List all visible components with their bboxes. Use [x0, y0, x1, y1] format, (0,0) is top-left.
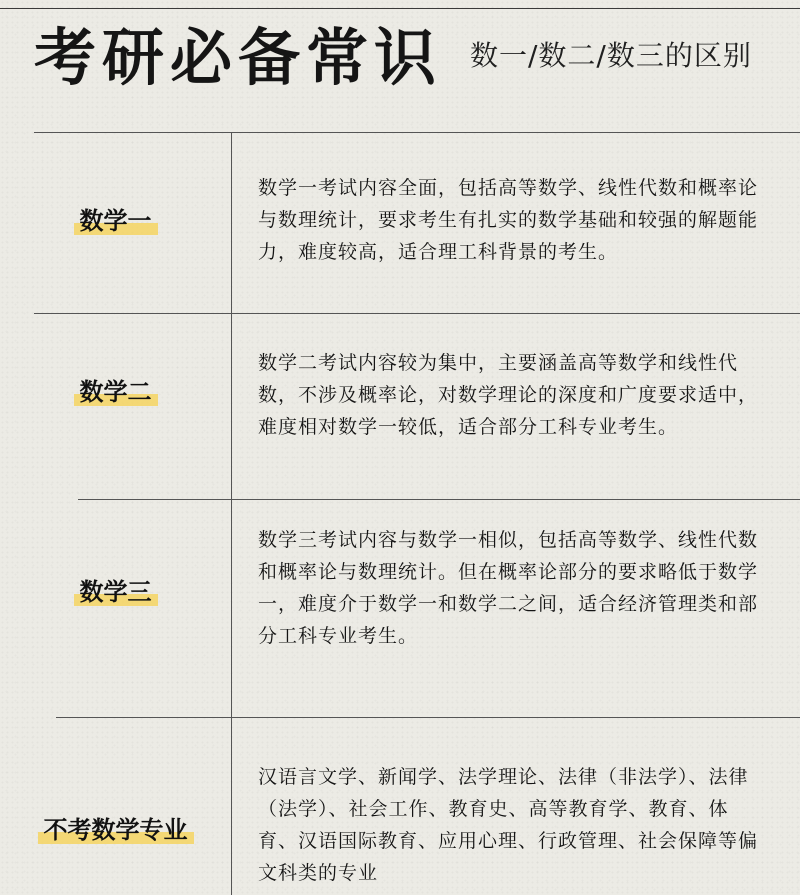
row-description: 数学一考试内容全面，包括高等数学、线性代数和概率论与数理统计，要求考生有扎实的数学基础和较强的解题能力，难度较高，适合理工科背景的考生。: [258, 177, 759, 263]
page-title: 考研必备常识: [34, 21, 443, 94]
row-label: 数学一: [0, 206, 231, 236]
table-row-no-math: [0, 717, 800, 895]
table-row-math1: [0, 132, 800, 313]
table-row-math2: [0, 313, 800, 499]
table-row-math3: [0, 499, 800, 717]
row-label: 数学二: [0, 377, 231, 407]
row-description: 数学三考试内容与数学一相似，包括高等数学、线性代数和概率论与数理统计。但在概率论部分的要求略低于数学一，难度介于数学一和数学二之间，适合经济管理类和部分工科专业考生。: [258, 529, 759, 647]
row-description: 数学二考试内容较为集中，主要涵盖高等数学和线性代数，不涉及概率论，对数学理论的深度和广度要求适中，难度相对数学一较低，适合部分工科专业考生。: [258, 352, 759, 438]
row-label: 不考数学专业: [0, 815, 231, 845]
row-label: 数学三: [0, 577, 231, 607]
page-subtitle: 数一/数二/数三的区别: [470, 39, 752, 72]
row-description: 汉语言文学、新闻学、法学理论、法律（非法学）、法律（法学）、社会工作、教育史、高等教育学、教育、体育、汉语国际教育、应用心理、行政管理、社会保障等偏文科类的专业: [258, 766, 759, 884]
